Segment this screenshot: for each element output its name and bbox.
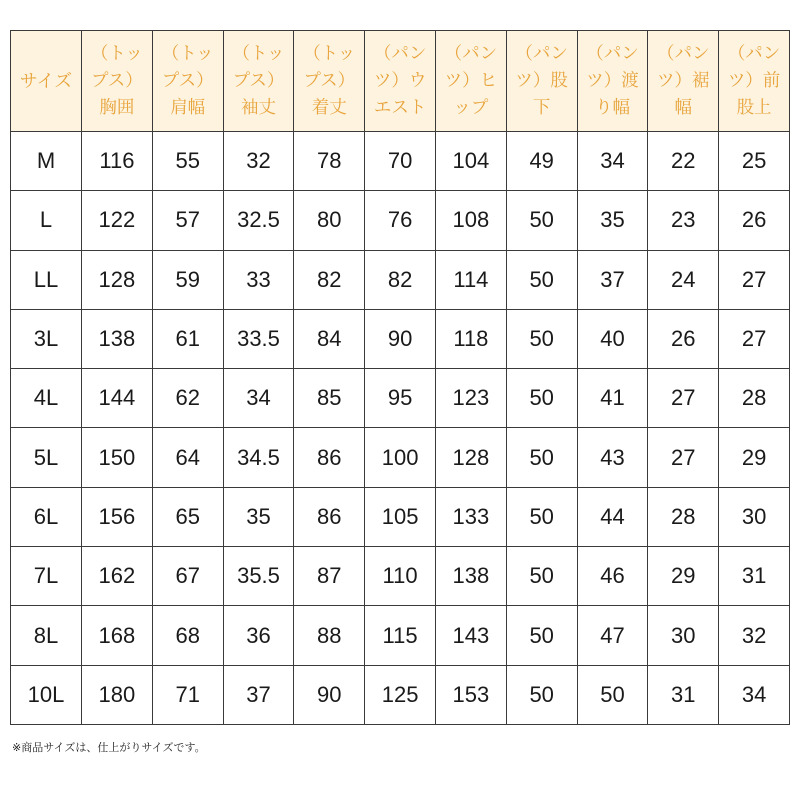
measurement-cell: 84 [294, 309, 365, 368]
measurement-cell: 22 [648, 132, 719, 191]
table-row [11, 191, 790, 250]
measurement-cell: 115 [365, 606, 436, 665]
measurement-cell: 105 [365, 487, 436, 546]
measurement-cell: 46 [577, 547, 648, 606]
column-header [577, 31, 648, 132]
measurement-cell: 70 [365, 132, 436, 191]
column-header [648, 31, 719, 132]
column-header-line: （トッ [303, 43, 356, 64]
measurement-cell: 40 [577, 309, 648, 368]
measurement-cell: 25 [719, 132, 790, 191]
size-cell: 4L [11, 369, 82, 428]
measurement-cell: 30 [719, 487, 790, 546]
measurement-cell: 43 [577, 428, 648, 487]
measurement-cell: 153 [435, 665, 506, 724]
measurement-cell: 133 [435, 487, 506, 546]
measurement-cell: 50 [577, 665, 648, 724]
measurement-cell: 37 [223, 665, 294, 724]
column-header-line: ツ）裾 [657, 70, 710, 91]
measurement-cell: 108 [435, 191, 506, 250]
measurement-cell: 50 [506, 665, 577, 724]
size-cell: L [11, 191, 82, 250]
column-header [152, 31, 223, 132]
measurement-cell: 59 [152, 250, 223, 309]
column-header-line: ツ）股 [515, 70, 568, 91]
measurement-cell: 168 [82, 606, 153, 665]
table-row [11, 606, 790, 665]
table-row [11, 309, 790, 368]
measurement-cell: 123 [435, 369, 506, 428]
column-header-line: （トッ [90, 43, 143, 64]
column-header-line: ップ [453, 97, 489, 118]
column-header-line: ツ）ヒ [444, 70, 498, 91]
measurement-cell: 37 [577, 250, 648, 309]
table-header [11, 31, 790, 132]
measurement-cell: 47 [577, 606, 648, 665]
measurement-cell: 28 [648, 487, 719, 546]
measurement-cell: 125 [365, 665, 436, 724]
measurement-cell: 128 [435, 428, 506, 487]
measurement-cell: 35.5 [223, 547, 294, 606]
measurement-cell: 180 [82, 665, 153, 724]
measurement-cell: 27 [719, 309, 790, 368]
size-chart-table [10, 30, 790, 725]
measurement-cell: 88 [294, 606, 365, 665]
measurement-cell: 32 [719, 606, 790, 665]
column-header [435, 31, 506, 132]
measurement-cell: 50 [506, 547, 577, 606]
size-cell: 6L [11, 487, 82, 546]
measurement-cell: 116 [82, 132, 153, 191]
column-header-line: ツ）渡 [586, 70, 639, 91]
measurement-cell: 156 [82, 487, 153, 546]
column-header [719, 31, 790, 132]
measurement-cell: 65 [152, 487, 223, 546]
table-row [11, 250, 790, 309]
measurement-cell: 62 [152, 369, 223, 428]
measurement-cell: 78 [294, 132, 365, 191]
measurement-cell: 90 [365, 309, 436, 368]
measurement-cell: 36 [223, 606, 294, 665]
measurement-cell: 28 [719, 369, 790, 428]
measurement-cell: 29 [648, 547, 719, 606]
measurement-cell: 82 [294, 250, 365, 309]
footnote: ※商品サイズは、仕上がりサイズです。 [12, 741, 206, 754]
column-header-line: （パン [373, 43, 427, 64]
measurement-cell: 85 [294, 369, 365, 428]
measurement-cell: 50 [506, 487, 577, 546]
measurement-cell: 49 [506, 132, 577, 191]
column-header-line: （パン [657, 43, 710, 64]
size-cell: 7L [11, 547, 82, 606]
column-header-line: ツ）ウ [373, 70, 427, 91]
measurement-cell: 55 [152, 132, 223, 191]
measurement-cell: 50 [506, 428, 577, 487]
column-header-line: 股上 [736, 97, 772, 118]
column-header-line: （パン [586, 43, 639, 64]
size-cell: M [11, 132, 82, 191]
measurement-cell: 150 [82, 428, 153, 487]
measurement-cell: 162 [82, 547, 153, 606]
column-header-line: 胸囲 [99, 97, 135, 118]
measurement-cell: 50 [506, 606, 577, 665]
column-header-line: （パン [515, 43, 568, 64]
measurement-cell: 82 [365, 250, 436, 309]
measurement-cell: 50 [506, 191, 577, 250]
size-cell: 5L [11, 428, 82, 487]
table-row [11, 665, 790, 724]
column-header-line: 袖丈 [240, 97, 276, 118]
measurement-cell: 31 [719, 547, 790, 606]
measurement-cell: 71 [152, 665, 223, 724]
measurement-cell: 114 [435, 250, 506, 309]
measurement-cell: 34 [223, 369, 294, 428]
measurement-cell: 61 [152, 309, 223, 368]
column-header-line: 下 [532, 97, 551, 118]
column-header-line: 着丈 [311, 97, 347, 118]
measurement-cell: 50 [506, 369, 577, 428]
column-header-line: （パン [444, 43, 498, 64]
column-header-line: ツ）前 [727, 70, 781, 91]
measurement-cell: 27 [719, 250, 790, 309]
measurement-cell: 90 [294, 665, 365, 724]
column-header [82, 31, 153, 132]
column-header-line: （トッ [232, 43, 285, 64]
measurement-cell: 32.5 [223, 191, 294, 250]
measurement-cell: 86 [294, 428, 365, 487]
column-header [223, 31, 294, 132]
measurement-cell: 138 [82, 309, 153, 368]
measurement-cell: 50 [506, 250, 577, 309]
measurement-cell: 100 [365, 428, 436, 487]
measurement-cell: 26 [719, 191, 790, 250]
measurement-cell: 44 [577, 487, 648, 546]
column-header-line: エスト [373, 97, 427, 118]
measurement-cell: 80 [294, 191, 365, 250]
measurement-cell: 31 [648, 665, 719, 724]
measurement-cell: 138 [435, 547, 506, 606]
size-cell: 8L [11, 606, 82, 665]
measurement-cell: 41 [577, 369, 648, 428]
measurement-cell: 104 [435, 132, 506, 191]
column-header [294, 31, 365, 132]
measurement-cell: 128 [82, 250, 153, 309]
measurement-cell: 24 [648, 250, 719, 309]
column-header-line: プス） [303, 70, 356, 91]
measurement-cell: 50 [506, 309, 577, 368]
table-row [11, 132, 790, 191]
measurement-cell: 76 [365, 191, 436, 250]
column-header-line: 幅 [674, 97, 693, 118]
measurement-cell: 33.5 [223, 309, 294, 368]
measurement-cell: 30 [648, 606, 719, 665]
measurement-cell: 34 [719, 665, 790, 724]
column-header [365, 31, 436, 132]
size-cell: 10L [11, 665, 82, 724]
column-header [506, 31, 577, 132]
table-row [11, 428, 790, 487]
measurement-cell: 34.5 [223, 428, 294, 487]
measurement-cell: 143 [435, 606, 506, 665]
measurement-cell: 27 [648, 369, 719, 428]
column-header-line: プス） [232, 70, 285, 91]
header-row [11, 31, 790, 132]
measurement-cell: 27 [648, 428, 719, 487]
measurement-cell: 33 [223, 250, 294, 309]
column-header-line: プス） [161, 70, 214, 91]
measurement-cell: 23 [648, 191, 719, 250]
measurement-cell: 32 [223, 132, 294, 191]
table-row [11, 487, 790, 546]
measurement-cell: 29 [719, 428, 790, 487]
column-header-line: 肩幅 [170, 97, 206, 118]
column-header-line: り幅 [594, 97, 630, 118]
measurement-cell: 122 [82, 191, 153, 250]
measurement-cell: 110 [365, 547, 436, 606]
measurement-cell: 57 [152, 191, 223, 250]
measurement-cell: 35 [577, 191, 648, 250]
measurement-cell: 34 [577, 132, 648, 191]
measurement-cell: 35 [223, 487, 294, 546]
size-cell: 3L [11, 309, 82, 368]
measurement-cell: 95 [365, 369, 436, 428]
table-row [11, 547, 790, 606]
column-header-line: （パン [727, 43, 781, 64]
measurement-cell: 68 [152, 606, 223, 665]
measurement-cell: 64 [152, 428, 223, 487]
measurement-cell: 67 [152, 547, 223, 606]
column-header-line: （トッ [161, 43, 214, 64]
measurement-cell: 118 [435, 309, 506, 368]
measurement-cell: 86 [294, 487, 365, 546]
measurement-cell: 26 [648, 309, 719, 368]
measurement-cell: 144 [82, 369, 153, 428]
table-body [11, 132, 790, 725]
table-row [11, 369, 790, 428]
size-cell: LL [11, 250, 82, 309]
column-header-line: プス） [90, 70, 143, 91]
size-column-header: サイズ [11, 31, 82, 132]
measurement-cell: 87 [294, 547, 365, 606]
